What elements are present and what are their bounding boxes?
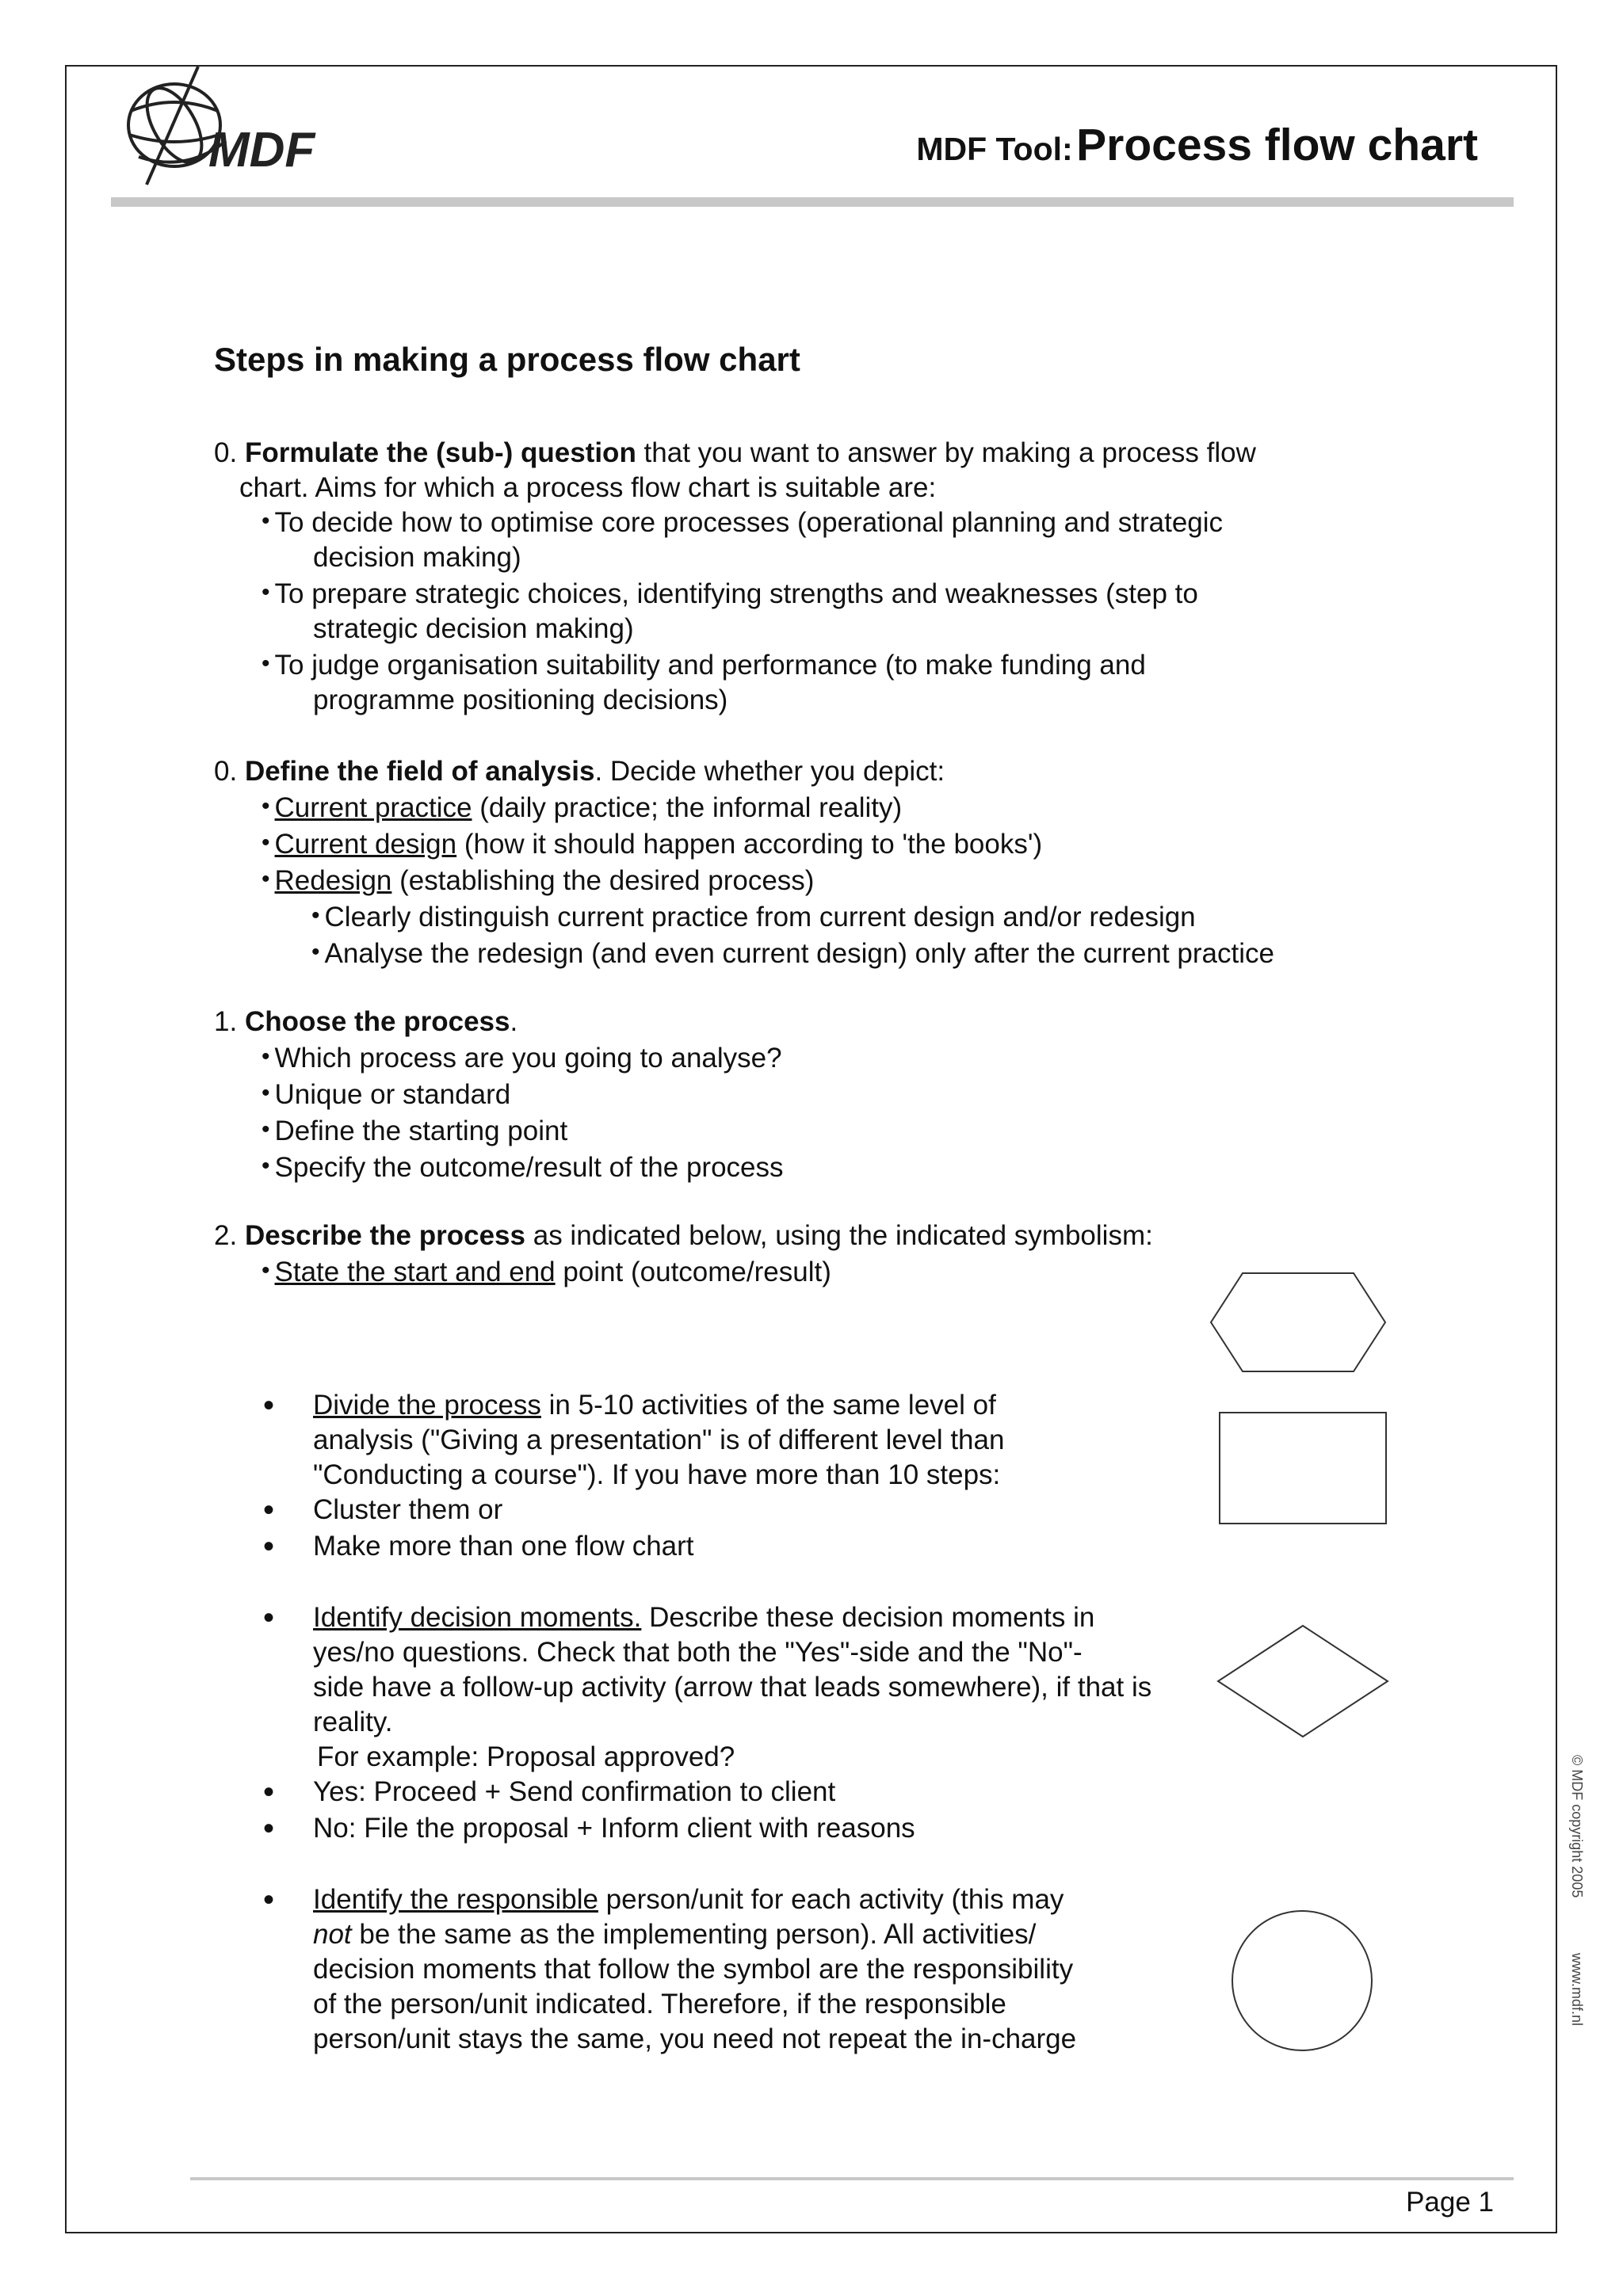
list-item-cont: decision making) — [313, 542, 521, 573]
example-text: For example: Proposal approved? — [317, 1741, 735, 1772]
bullet: • — [263, 1600, 275, 1635]
list-item: • Current design (how it should happen according to 'the books') — [262, 829, 1043, 860]
rectangle-icon — [1219, 1412, 1387, 1524]
list-item: Identify the responsible person/unit for each activity (this may — [313, 1884, 1064, 1915]
list-item-cont: analysis ("Giving a presentation" is of different level than — [313, 1425, 1005, 1455]
website-text: www.mdf.nl — [1569, 1953, 1585, 2027]
step-2-line: 2. Describe the process as indicated below, using the indicated symbolism: — [214, 1220, 1153, 1251]
list-item-cont: reality. — [313, 1707, 393, 1737]
step-0a-cont: chart. Aims for which a process flow chart is suitable are: — [239, 472, 937, 503]
title-text: Process flow chart — [1076, 120, 1478, 170]
list-item: Identify decision moments. Describe these decision moments in — [313, 1602, 1095, 1633]
step-1-line: 1. Choose the process. — [214, 1006, 518, 1037]
list-item-cont: side have a follow-up activity (arrow that leads somewhere), if that is — [313, 1672, 1152, 1703]
circle-icon — [1231, 1909, 1373, 2052]
list-item: Make more than one flow chart — [313, 1531, 694, 1562]
list-item: • Current practice (daily practice; the informal reality) — [262, 792, 903, 823]
bullet: • — [263, 1529, 275, 1564]
list-item: • State the start and end point (outcome/result) — [262, 1257, 831, 1287]
page-title — [916, 119, 1478, 171]
hexagon-icon — [1209, 1272, 1387, 1373]
list-item-cont: programme positioning decisions) — [313, 685, 728, 715]
list-item-cont: strategic decision making) — [313, 613, 634, 644]
section-heading: Steps in making a process flow chart — [214, 341, 800, 378]
list-item-cont: decision moments that follow the symbol are the responsibility — [313, 1954, 1074, 1985]
list-item: No: File the proposal + Inform client with reasons — [313, 1813, 915, 1844]
header-divider — [111, 197, 1514, 207]
list-item-cont: of the person/unit indicated. Therefore, if the responsible — [313, 1989, 1006, 2019]
list-item: • Unique or standard — [262, 1079, 511, 1110]
list-item: • To decide how to optimise core processes (operational planning and strategic — [262, 507, 1224, 538]
logo-text: MDF — [208, 123, 315, 177]
bullet: • — [263, 1388, 275, 1423]
globe-logo-icon — [115, 62, 329, 189]
list-item-cont: not be the same as the implementing person). All activities/ — [313, 1919, 1037, 1950]
list-item-cont: "Conducting a course"). If you have more than 10 steps: — [313, 1459, 1001, 1490]
list-item: • Redesign (establishing the desired process) — [262, 865, 815, 896]
list-item: Divide the process in 5-10 activities of the same level of — [313, 1390, 996, 1421]
diamond-icon — [1216, 1624, 1389, 1738]
copyright-text: © MDF copyright 2005 — [1569, 1755, 1585, 1898]
list-item: • To judge organisation suitability and performance (to make funding and — [262, 650, 1146, 681]
list-item: • Define the starting point — [262, 1116, 568, 1146]
list-item-cont: person/unit stays the same, you need not repeat the in-charge — [313, 2023, 1077, 2054]
bullet: • — [263, 1882, 275, 1917]
bullet: • — [263, 1811, 275, 1846]
sub-list-item: • Clearly distinguish current practice from current design and/or redesign — [311, 902, 1196, 933]
tool-label: MDF Tool: — [916, 131, 1073, 167]
list-item: • Specify the outcome/result of the process — [262, 1152, 784, 1183]
page-number: Page 1 — [1406, 2187, 1494, 2218]
list-item: • To prepare strategic choices, identifying strengths and weaknesses (step to — [262, 578, 1198, 609]
list-item: • Which process are you going to analyse? — [262, 1043, 782, 1074]
sub-list-item: • Analyse the redesign (and even current design) only after the current practice — [311, 938, 1274, 969]
bullet: • — [263, 1493, 275, 1527]
step-0b-line: 0. Define the field of analysis. Decide whether you depict: — [214, 756, 945, 787]
footer-divider — [190, 2177, 1514, 2180]
list-item: Cluster them or — [313, 1494, 503, 1525]
list-item: Yes: Proceed + Send confirmation to client — [313, 1776, 836, 1807]
list-item-cont: yes/no questions. Check that both the "Yes"-side and the "No"- — [313, 1637, 1083, 1668]
step-0a-line: 0. Formulate the (sub-) question that you want to answer by making a process flow — [214, 437, 1256, 468]
bullet: • — [263, 1775, 275, 1810]
